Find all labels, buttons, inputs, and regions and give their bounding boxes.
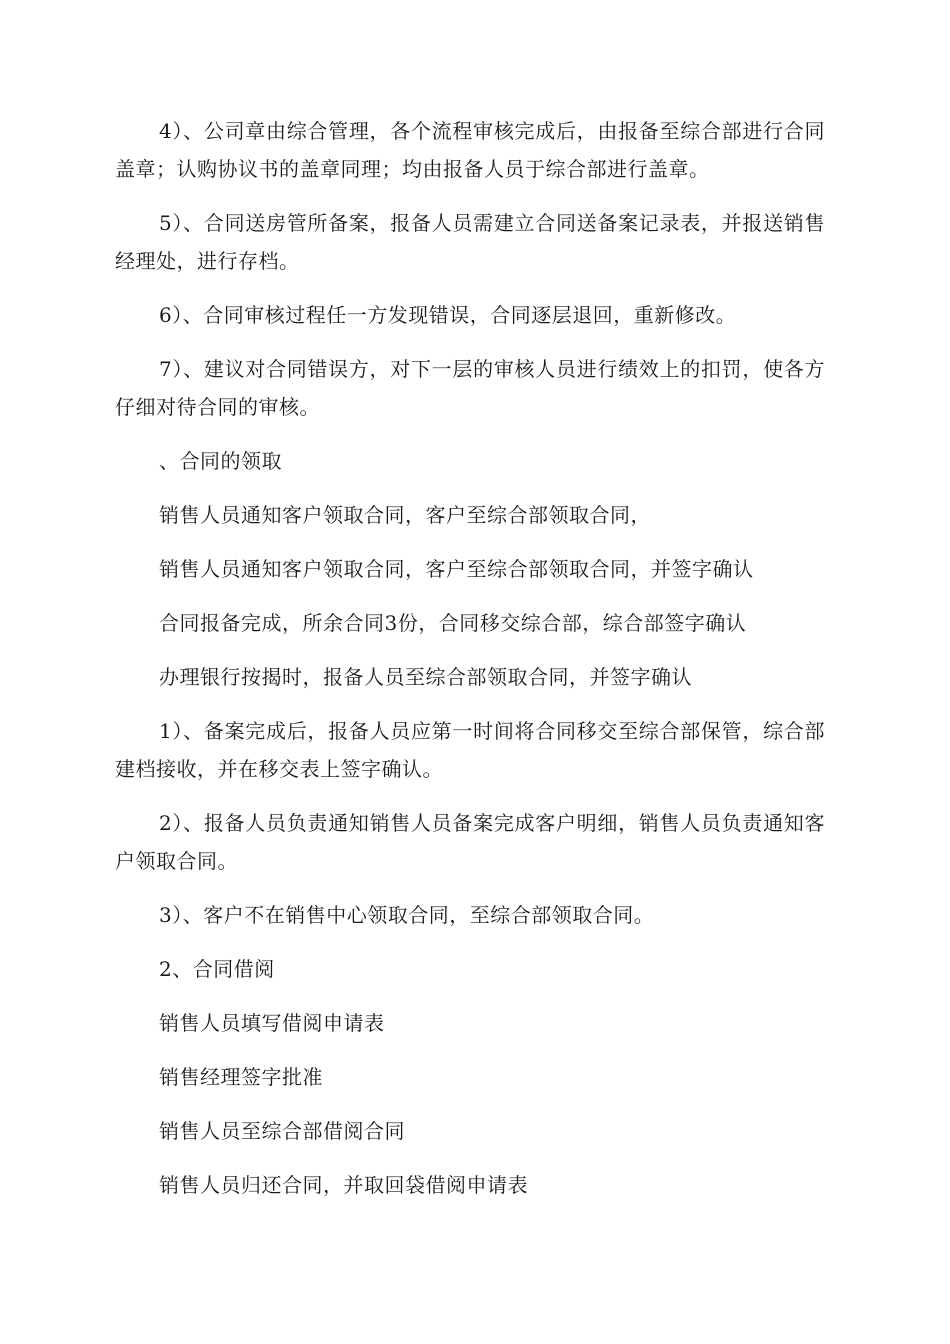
step-transfer-remaining: 合同报备完成，所余合同3份，合同移交综合部，综合部签字确认 (159, 611, 747, 635)
paragraph-2-notify: 2）、报备人员负责通知销售人员备案完成客户明细，销售人员负责通知客户领取合同。 (115, 811, 825, 873)
paragraph-3-collect-elsewhere: 3）、客户不在销售中心领取合同，至综合部领取合同。 (159, 903, 655, 927)
section-heading-contract-borrowing: 2、合同借阅 (159, 957, 275, 981)
paragraph-5-filing: 5）、合同送房管所备案，报备人员需建立合同送备案记录表，并报送销售经理处，进行存档。 (115, 211, 825, 273)
paragraph-7-penalty: 7）、建议对合同错误方，对下一层的审核人员进行绩效上的扣罚，使各方仔细对待合同的审核。 (115, 357, 825, 419)
paragraph-1-transfer: 1）、备案完成后，报备人员应第一时间将合同移交至综合部保管，综合部建档接收，并在移交表上签字确认。 (115, 719, 825, 781)
step-borrow-contract: 销售人员至综合部借阅合同 (159, 1119, 405, 1143)
step-notify-customer-sign: 销售人员通知客户领取合同，客户至综合部领取合同，并签字确认 (159, 557, 754, 581)
step-manager-approval: 销售经理签字批准 (159, 1065, 323, 1089)
step-notify-customer: 销售人员通知客户领取合同，客户至综合部领取合同， (159, 503, 651, 527)
document-page (115, 112, 825, 1220)
step-return-contract: 销售人员归还合同，并取回袋借阅申请表 (159, 1173, 528, 1197)
paragraph-6-review-error: 6）、合同审核过程任一方发现错误，合同逐层退回，重新修改。 (159, 303, 737, 327)
step-fill-application: 销售人员填写借阅申请表 (159, 1011, 385, 1035)
paragraph-4-seal: 4）、公司章由综合管理，各个流程审核完成后，由报备至综合部进行合同盖章；认购协议书的盖章同理；均由报备人员于综合部进行盖章。 (115, 119, 825, 181)
section-heading-contract-collection: 、合同的领取 (159, 449, 282, 473)
step-bank-mortgage: 办理银行按揭时，报备人员至综合部领取合同，并签字确认 (159, 665, 692, 689)
